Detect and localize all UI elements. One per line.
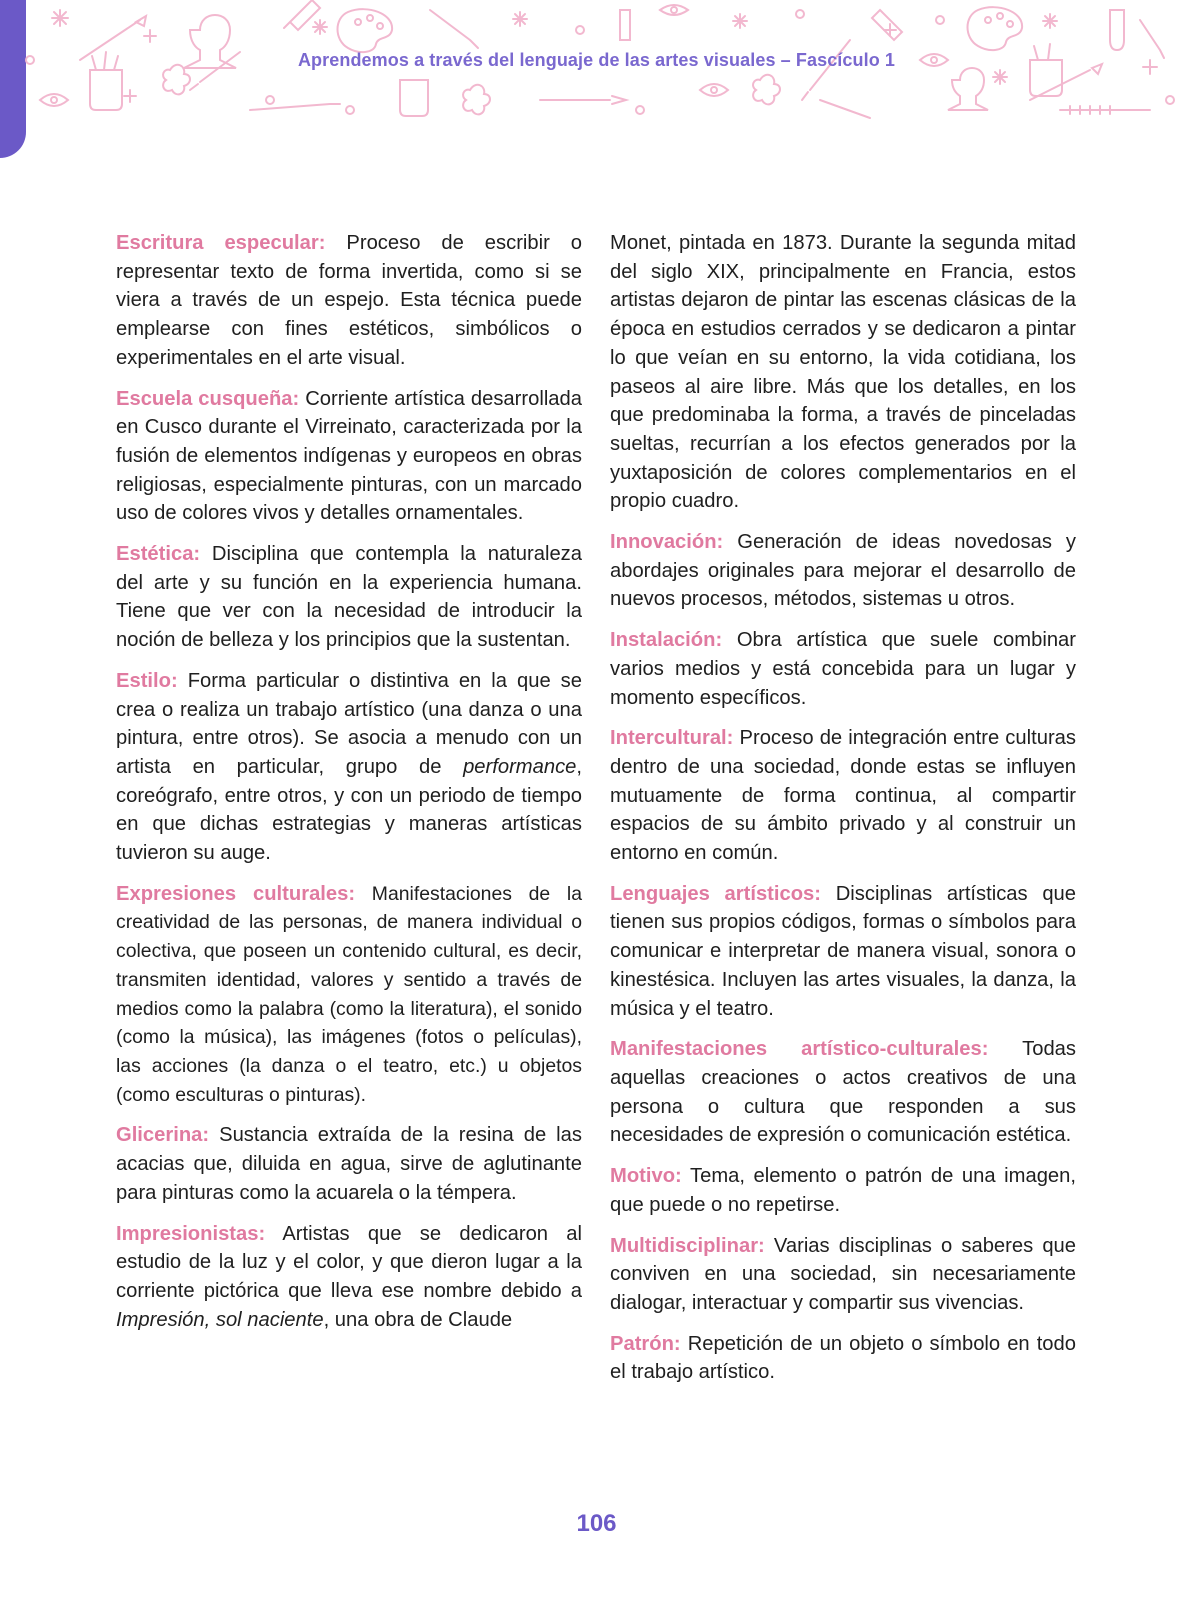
glossary-column-right [610,229,1076,1399]
glossary-entry-continuation: Monet, pintada en 1873. Durante la segunda mitad del siglo XIX, principalmente en Francia, estos artistas dejaron de pintar las escenas clásicas de la época en estudios cerrados y se dedicaron a pintar lo que veían en su entorno, la vida cotidiana, los paseos al aire libre. Más que los detalles, en los que predominaba la forma, a través de pinceladas sueltas, recurrían a los efectos generados por la yuxtaposición de colores complementarios en el propio cuadro. [610,232,1076,513]
glossary-term: Innovación: [610,531,724,554]
glossary-definition: Tema, elemento o patrón de una imagen, que puede o no repetirse. [610,1165,1076,1216]
glossary-entry [610,1330,1076,1387]
glossary-definition: Generación de ideas novedosas y abordajes originales para mejorar el desarrollo de nuevos procesos, métodos, sistemas u otros. [610,531,1076,611]
glossary-entry [116,229,582,373]
glossary-term: Manifestaciones artístico-culturales: [610,1038,989,1061]
glossary-definition: Forma particular o distintiva en la que se crea o realiza un trabajo artístico (una danza o una pintura, entre otros). Se asocia a menudo con un artista en particular, grupo de [116,669,582,778]
glossary-term: Motivo: [610,1165,682,1188]
glossary-entry [116,667,582,868]
glossary-term: Glicerina: [116,1124,210,1147]
page-header-title: Aprendemos a través del lenguaje de las artes visuales – Fascículo 1 [297,50,896,70]
glossary-entry [116,880,582,1110]
glossary-entry [610,724,1076,868]
glossary-definition: Todas aquellas creaciones o actos creativos de una persona o cultura que responden a sus necesidades de expresión o comunicación estética. [610,1038,1076,1147]
glossary-entry [116,385,582,529]
glossary-definition-italic: Impresión, sol naciente [116,1308,324,1331]
glossary-entry [610,1232,1076,1318]
glossary-entry [610,880,1076,1024]
glossary-term: Expresiones culturales: [116,882,356,905]
glossary-columns [116,229,1076,1399]
glossary-term: Lenguajes artísticos: [610,882,822,905]
glossary-definition: Disciplina que contempla la naturaleza del arte y su función en la experiencia humana. Tiene que ver con la necesidad de introducir la noción de belleza y los principios que la sustentan. [116,543,582,652]
glossary-term: Escuela cusqueña: [116,387,300,410]
glossary-definition: Repetición de un objeto o símbolo en todo el trabajo artístico. [610,1332,1076,1384]
glossary-entry [116,540,582,655]
glossary-definition: Disciplinas artísticas que tienen sus propios códigos, formas o símbolos para comunicar e interpretar de manera visual, sonora o kinestésica. Incluyen las artes visuales, la danza, la música y el teatro. [610,882,1076,1020]
glossary-definition: Corriente artística desarrollada en Cusco durante el Virreinato, caracterizada por la fusión de elementos indígenas y europeos en obras religiosas, especialmente pinturas, con un marcado uso de colores vivos y detalles ornamentales. [116,387,582,525]
glossary-term: Instalación: [610,629,723,652]
glossary-entry [116,1220,582,1335]
page-number: 106 [576,1510,617,1537]
glossary-term: Multidisciplinar: [610,1234,765,1257]
glossary-term: Intercultural: [610,727,734,750]
glossary-term: Patrón: [610,1332,681,1355]
glossary-entry [610,626,1076,712]
glossary-entry [610,1035,1076,1150]
glossary-term: Estética: [116,543,201,566]
glossary-definition: Artistas que se dedicaron al estudio de la luz y el color, y que dieron lugar a la corriente pictórica que lleva ese nombre debido a [116,1222,582,1302]
glossary-definition: Varias disciplinas o saberes que conviven en una sociedad, sin necesariamente dialogar, interactuar y compartir sus vivencias. [610,1234,1076,1314]
glossary-column-left [116,229,582,1399]
glossary-definition: , coreógrafo, entre otros, y con un periodo de tiempo en que dichas estrategias y maneras artísticas tuvieron su auge. [116,755,582,865]
glossary-definition: Proceso de escribir o representar texto de forma invertida, como si se viera a través de un espejo. Esta técnica puede emplearse con fines estéticos, simbólicos o experimentales en el arte visual. [116,232,582,369]
glossary-term: Escritura especular: [116,232,326,254]
glossary-term: Estilo: [116,669,178,692]
glossary-definition-italic: performance [463,755,577,778]
glossary-entry [610,1162,1076,1219]
glossary-definition: Obra artística que suele combinar varios medios y está concebida para un lugar y momento específicos. [610,629,1076,709]
glossary-definition: Proceso de integración entre culturas dentro de una sociedad, donde estas se influyen mutuamente de forma continua, al compartir espacios de su ámbito privado y al construir un entorno en común. [610,727,1076,865]
glossary-definition: Manifestaciones de la creatividad de las personas, de manera individual o colectiva, que poseen un contenido cultural, es decir, transmiten identidad, valores y sentido a través de medios como la palabra (como la literatura), el sonido (como la música), las imágenes (fotos o películas), las acciones (la danza o el teatro, etc.) u objetos (como esculturas o pinturas). [116,882,582,1106]
glossary-entry [116,1121,582,1207]
glossary-entry [610,528,1076,614]
glossary-definition: Sustancia extraída de la resina de las acacias que, diluida en agua, sirve de aglutinante para pinturas como la acuarela o la témpera. [116,1124,582,1204]
glossary-term: Impresionistas: [116,1222,266,1245]
glossary-definition: , una obra de Claude [323,1308,513,1331]
